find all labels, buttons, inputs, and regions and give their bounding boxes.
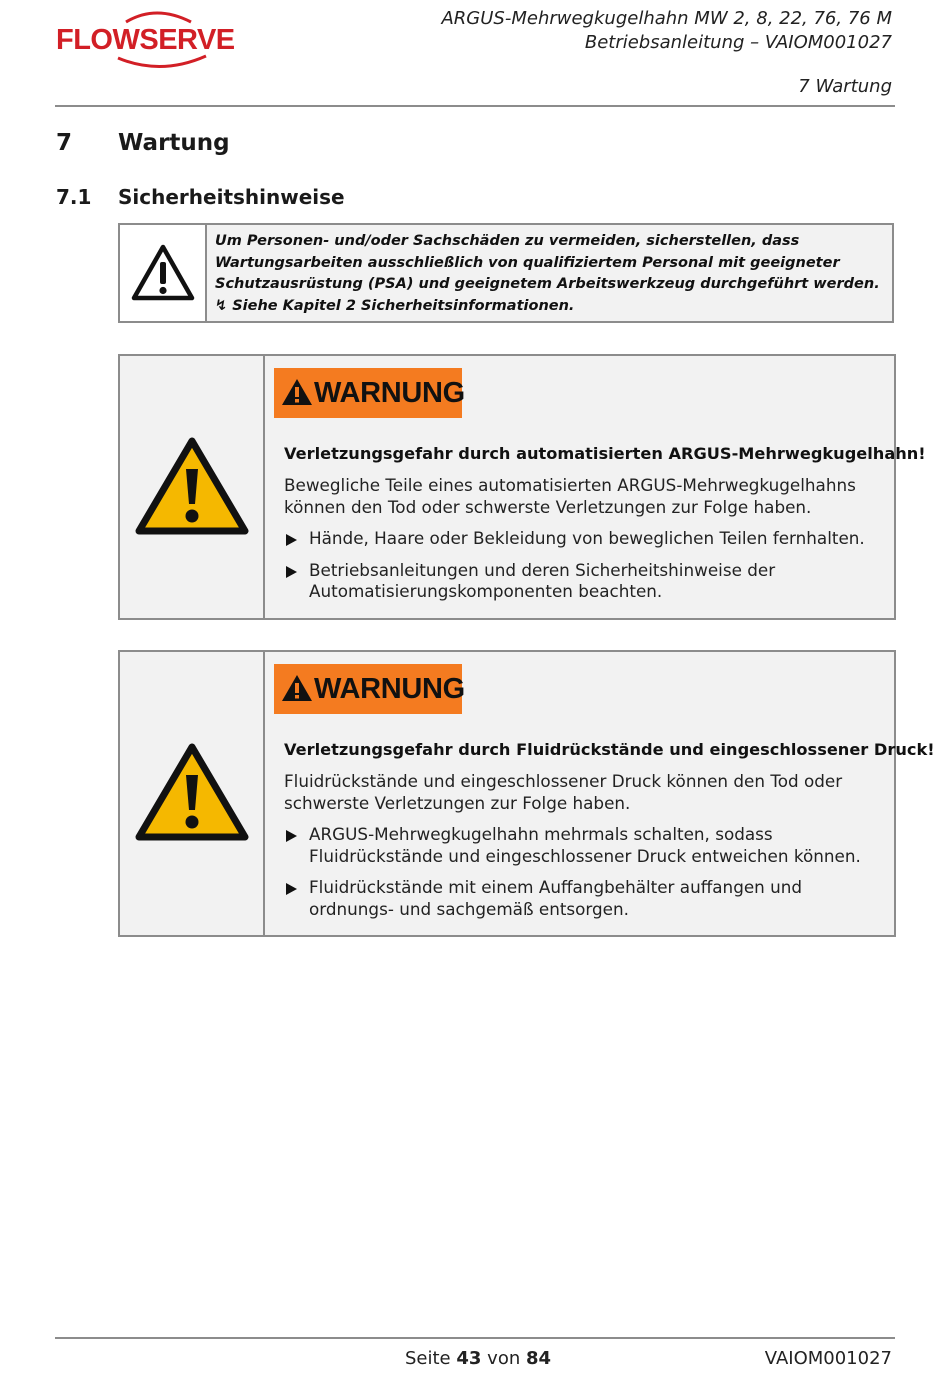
warning-description	[284, 771, 884, 814]
warning-title: Verletzungsgefahr durch Fluidrückstände und eingeschlossener Druck!	[284, 740, 935, 759]
warning-icon-cell	[120, 652, 265, 935]
note-icon-cell	[120, 225, 207, 321]
note-reference	[215, 296, 890, 318]
action-item	[284, 560, 884, 603]
page-mid: von	[487, 1348, 521, 1369]
bullet-arrow-icon	[286, 830, 297, 842]
page-prefix: Seite	[405, 1348, 451, 1369]
logo-text: FLOWSERVE	[56, 24, 235, 56]
header-section: 7 Wartung	[798, 76, 892, 97]
page-number: 43	[456, 1348, 482, 1369]
note-line: Wartungsarbeiten ausschließlich von qualifiziertem Personal mit geeigneter	[215, 254, 840, 271]
signal-word-panel	[274, 368, 465, 418]
warning-box	[118, 650, 935, 937]
note-line: Schutzausrüstung (PSA) und geeignetem Arbeitswerkzeug durchgeführt werden.	[215, 276, 880, 292]
chapter-number: 7	[56, 130, 73, 156]
section-number: 7.1	[56, 185, 92, 209]
page-total: 84	[525, 1348, 552, 1369]
action-line: Fluidrückstände und eingeschlossener Druck entweichen können.	[309, 845, 861, 866]
warning-icon-cell	[120, 356, 265, 618]
action-line: Betriebsanleitungen und deren Sicherheitshinweise der	[309, 559, 776, 580]
chapter-title: Wartung	[118, 130, 230, 156]
action-item	[284, 528, 884, 550]
action-line: ordnungs- und sachgemäß entsorgen.	[309, 898, 629, 919]
footer-rule	[55, 1337, 895, 1339]
description-line: Bewegliche Teile eines automatisierten ARGUS-Mehrwegkugelhahns	[284, 475, 856, 495]
bullet-arrow-icon	[286, 883, 297, 895]
header-document: Betriebsanleitung – VAIOM001027	[584, 32, 892, 53]
action-line: Automatisierungskomponenten beachten.	[309, 581, 663, 601]
warning-box	[118, 354, 926, 620]
description-line: können den Tod oder schwerste Verletzungen zur Folge haben.	[284, 496, 812, 517]
header-rule	[55, 105, 895, 107]
warning-description	[284, 475, 884, 518]
header-product: ARGUS-Mehrwegkugelhahn MW 2, 8, 22, 76, 76 M	[441, 8, 892, 29]
reference-text: Siehe Kapitel 2 Sicherheitsinformationen.	[232, 297, 575, 314]
action-line: ARGUS-Mehrwegkugelhahn mehrmals schalten, sodass	[309, 824, 773, 844]
action-item	[284, 877, 884, 920]
signal-word: WARNUNG	[314, 673, 465, 705]
signal-triangle-icon	[281, 674, 313, 702]
bullet-arrow-icon	[286, 566, 297, 578]
reference-arrow-icon: ↯	[215, 297, 228, 314]
action-line: Hände, Haare oder Bekleidung von beweglichen Teilen fernhalten.	[309, 528, 865, 548]
footer-doc-id: VAIOM001027	[764, 1348, 892, 1369]
description-line: schwerste Verletzungen zur Folge haben.	[284, 792, 631, 813]
signal-triangle-icon	[281, 378, 313, 406]
section-title: Sicherheitshinweise	[118, 185, 345, 209]
warning-triangle-icon	[135, 742, 249, 842]
safety-note	[118, 223, 894, 323]
signal-word: WARNUNG	[314, 377, 465, 409]
warning-content	[284, 740, 935, 920]
warning-title: Verletzungsgefahr durch automatisierten ARGUS-Mehrwegkugelhahn!	[284, 444, 926, 463]
signal-word-panel	[274, 664, 465, 714]
page-indicator	[405, 1348, 551, 1369]
warning-content	[284, 444, 926, 603]
bullet-arrow-icon	[286, 534, 297, 546]
note-line: Um Personen- und/oder Sachschäden zu vermeiden, sicherstellen, dass	[215, 233, 800, 249]
warning-triangle-icon	[135, 436, 249, 536]
flowserve-logo	[56, 10, 235, 70]
action-item	[284, 824, 884, 867]
note-text	[215, 231, 890, 317]
description-line: Fluidrückstände und eingeschlossener Druck können den Tod oder	[284, 771, 843, 791]
exclamation-triangle-icon	[130, 243, 196, 303]
action-line: Fluidrückstände mit einem Auffangbehälter auffangen und	[309, 877, 803, 897]
